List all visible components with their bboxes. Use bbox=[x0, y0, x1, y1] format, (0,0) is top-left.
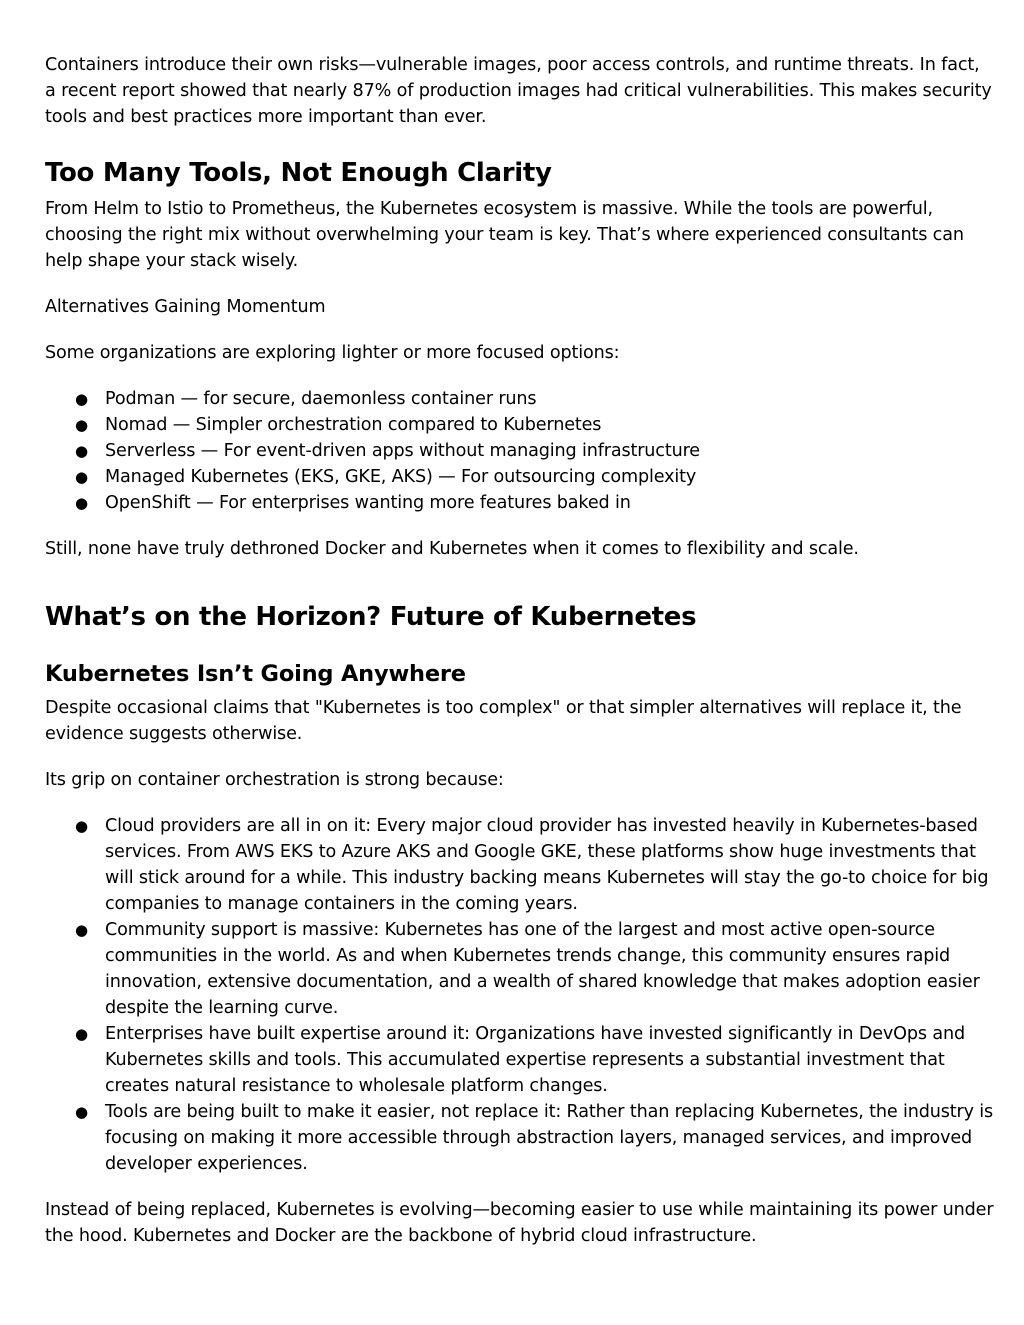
alternatives-heading: Alternatives Gaining Momentum bbox=[45, 297, 326, 317]
list-item bbox=[45, 464, 995, 490]
list-item-text: Tools are being built to make it easier, not replace it: Rather than replacing Kubernetes, the industry is focusing on making it more accessible through abstraction layers, managed services, and improved developer experiences. bbox=[105, 1102, 994, 1174]
future-paragraph: Despite occasional claims that "Kubernetes is too complex" or that simpler alternatives will replace it, the evidence suggests otherwise. bbox=[45, 698, 962, 744]
alternatives-list bbox=[45, 386, 995, 516]
list-item-text: Nomad — Simpler orchestration compared to Kubernetes bbox=[105, 415, 602, 435]
reasons-intro: Its grip on container orchestration is strong because: bbox=[45, 770, 504, 790]
bullet-icon: ● bbox=[75, 921, 88, 939]
reasons-list bbox=[45, 813, 995, 1177]
future-heading: What’s on the Horizon? Future of Kubernetes bbox=[45, 602, 697, 632]
bullet-icon: ● bbox=[75, 1103, 88, 1121]
list-item bbox=[45, 917, 995, 1021]
list-item-text: OpenShift — For enterprises wanting more features baked in bbox=[105, 493, 631, 513]
bullet-icon: ● bbox=[75, 416, 88, 434]
list-item bbox=[45, 386, 995, 412]
bullet-icon: ● bbox=[75, 442, 88, 460]
list-item-text: Podman — for secure, daemonless container runs bbox=[105, 389, 537, 409]
document-page bbox=[45, 52, 995, 1249]
alternatives-conclusion: Still, none have truly dethroned Docker and Kubernetes when it comes to flexibility and scale. bbox=[45, 539, 859, 559]
list-item bbox=[45, 412, 995, 438]
list-item bbox=[45, 490, 995, 516]
list-item-text: Community support is massive: Kubernetes has one of the largest and most active open-source communities in the world. As and when Kubernetes trends change, this community ensures rapid innovation, extensive documentation, and a wealth of shared knowledge that makes adoption easier despite the learning curve. bbox=[105, 920, 980, 1018]
list-item bbox=[45, 1099, 995, 1177]
future-conclusion: Instead of being replaced, Kubernetes is evolving—becoming easier to use while maintaining its power under the hood. Kubernetes and Docker are the backbone of hybrid cloud infrastructure. bbox=[45, 1200, 994, 1246]
list-item-text: Serverless — For event-driven apps without managing infrastructure bbox=[105, 441, 700, 461]
tools-paragraph: From Helm to Istio to Prometheus, the Kubernetes ecosystem is massive. While the tools are powerful, choosing the right mix without overwhelming your team is key. That’s where experienced consultants can help shape your stack wisely. bbox=[45, 199, 964, 271]
list-item-text: Cloud providers are all in on it: Every major cloud provider has invested heavily in Kubernetes-based services. From AWS EKS to Azure AKS and Google GKE, these platforms show huge investments that will stick around for a while. This industry backing means Kubernetes will stay the go-to choice for big companies to manage containers in the coming years. bbox=[105, 816, 989, 914]
bullet-icon: ● bbox=[75, 494, 88, 512]
tools-heading: Too Many Tools, Not Enough Clarity bbox=[45, 158, 552, 188]
list-item bbox=[45, 813, 995, 917]
bullet-icon: ● bbox=[75, 468, 88, 486]
list-item bbox=[45, 438, 995, 464]
list-item-text: Enterprises have built expertise around it: Organizations have invested significantly in DevOps and Kubernetes skills and tools. This accumulated expertise represents a substantial investment that creates natural resistance to wholesale platform changes. bbox=[105, 1024, 965, 1096]
bullet-icon: ● bbox=[75, 390, 88, 408]
list-item-text: Managed Kubernetes (EKS, GKE, AKS) — For outsourcing complexity bbox=[105, 467, 697, 487]
bullet-icon: ● bbox=[75, 817, 88, 835]
intro-paragraph: Containers introduce their own risks—vulnerable images, poor access controls, and runtime threats. In fact, a recent report showed that nearly 87% of production images had critical vulnerabilities. This makes security tools and best practices more important than ever. bbox=[45, 55, 992, 127]
alternatives-intro: Some organizations are exploring lighter or more focused options: bbox=[45, 343, 620, 363]
bullet-icon: ● bbox=[75, 1025, 88, 1043]
list-item bbox=[45, 1021, 995, 1099]
future-subheading: Kubernetes Isn’t Going Anywhere bbox=[45, 661, 466, 687]
